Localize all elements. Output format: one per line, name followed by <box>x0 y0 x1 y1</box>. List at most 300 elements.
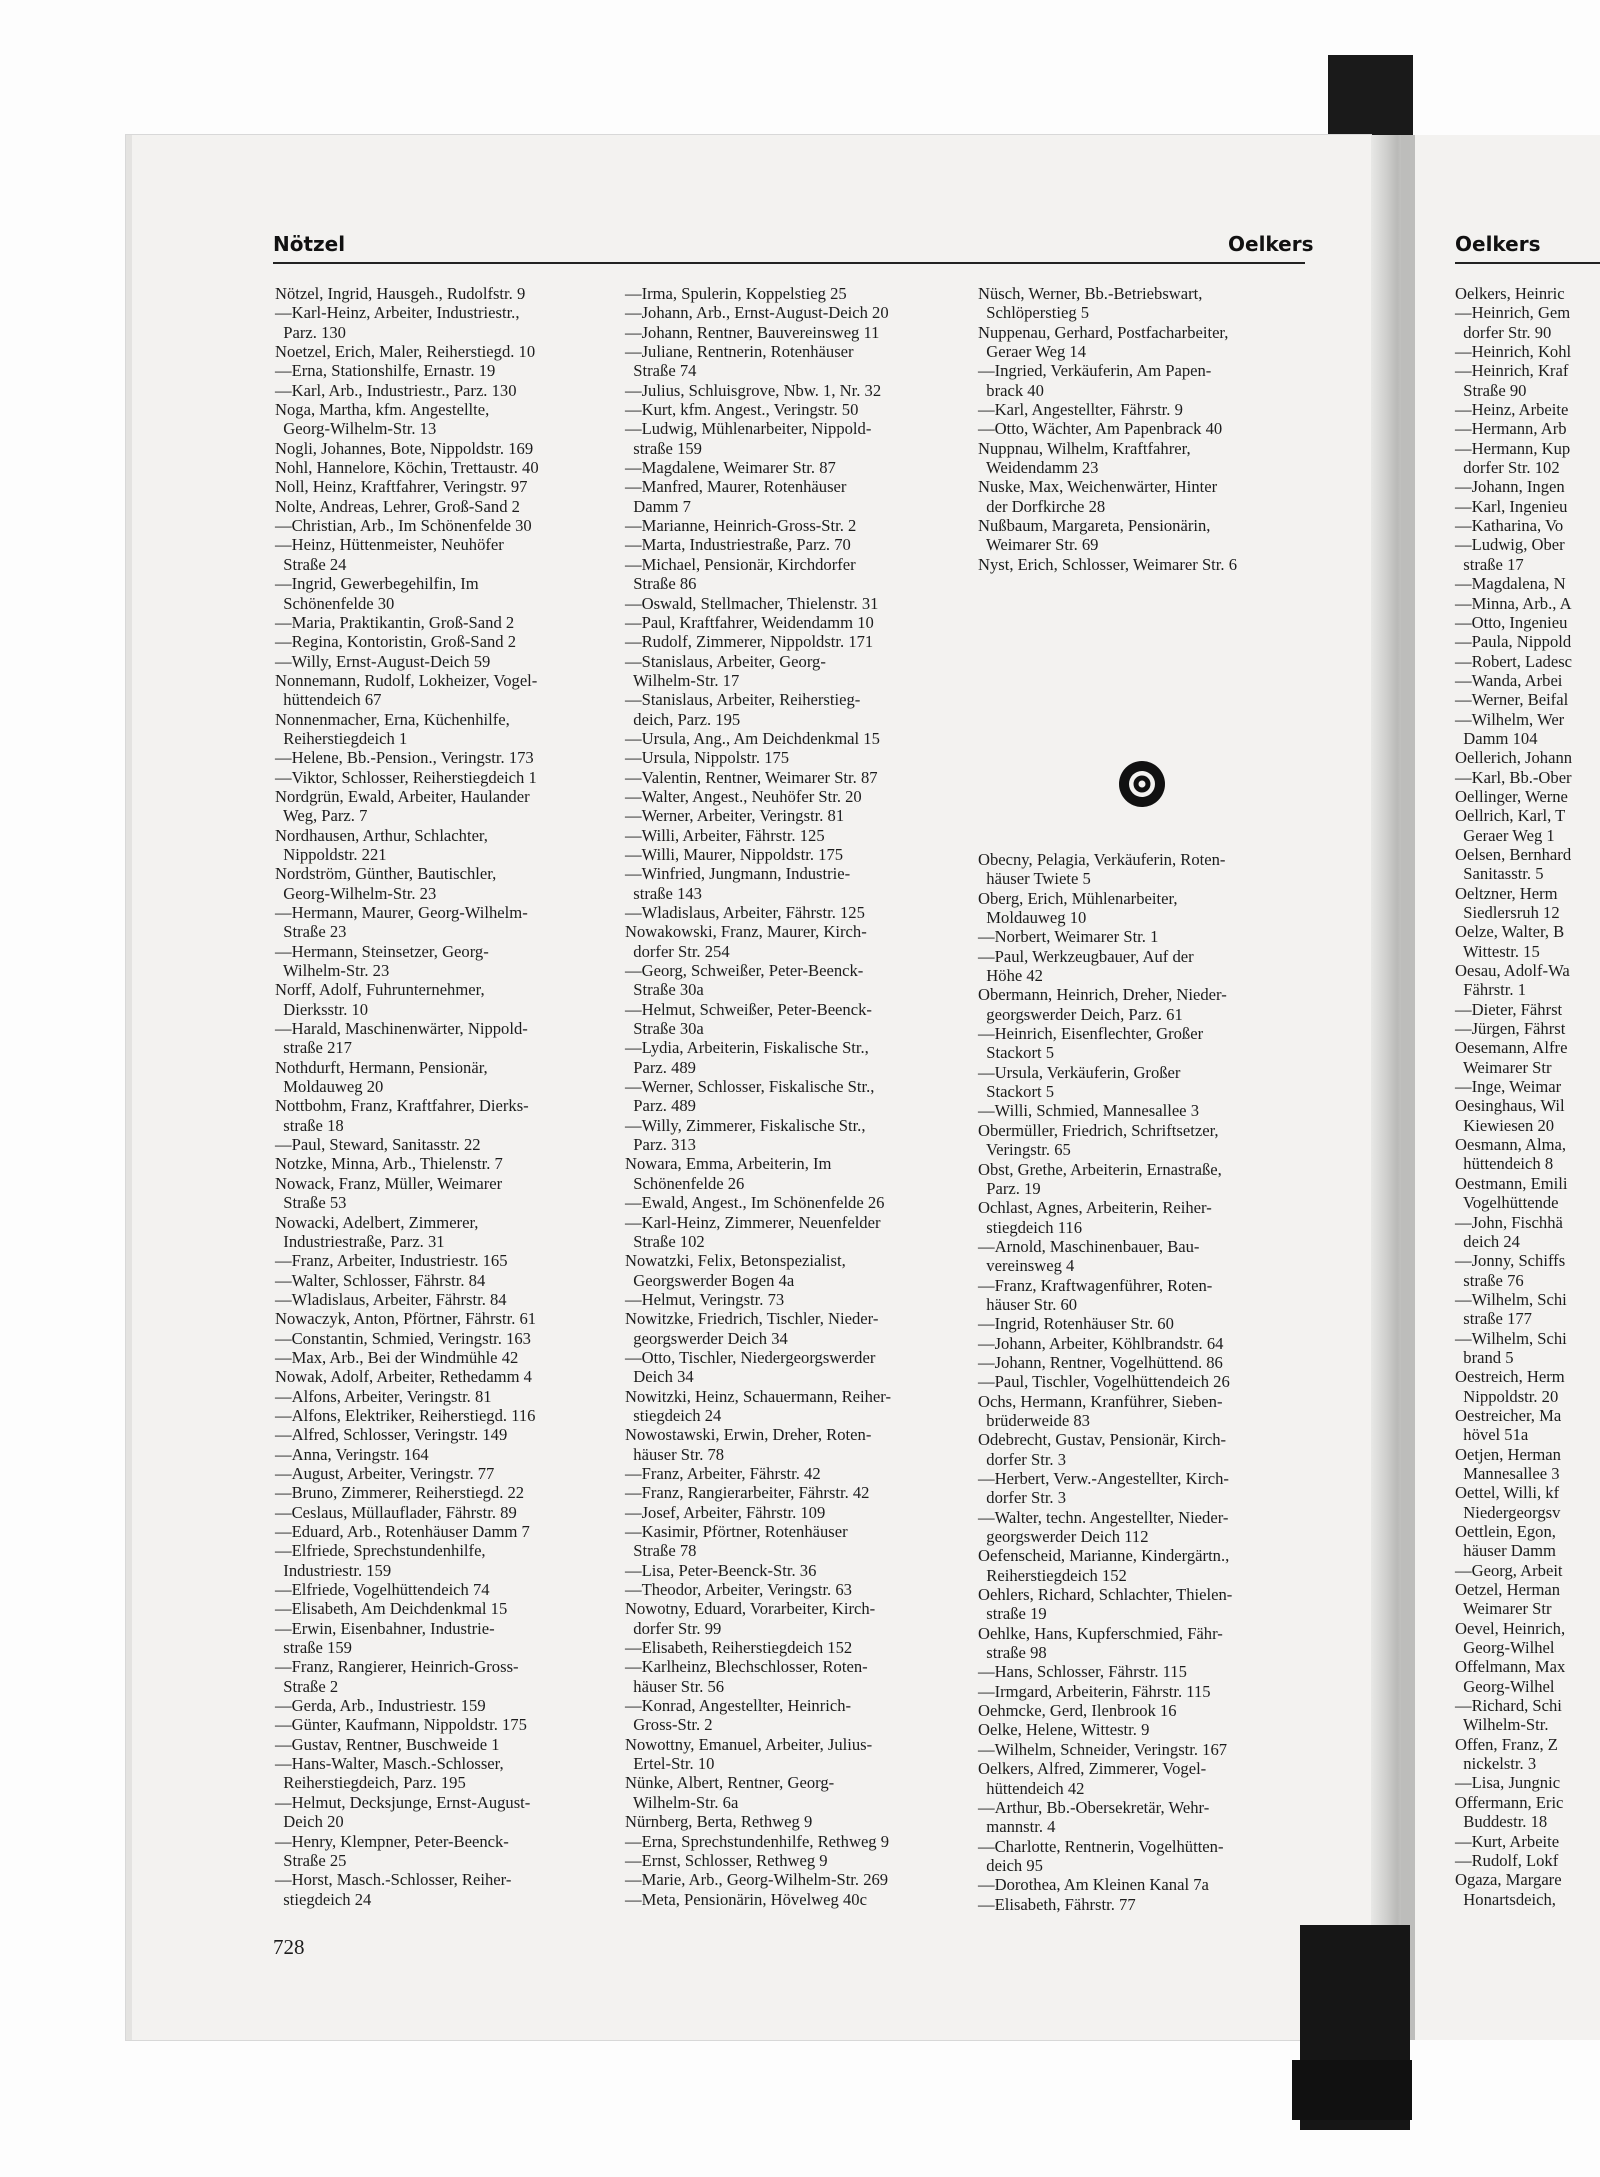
directory-entry-line: hüttendeich 8 <box>1455 1154 1554 1174</box>
directory-entry-line: —Anna, Veringstr. 164 <box>275 1444 429 1464</box>
directory-entry-line: Moldauweg 10 <box>978 908 1087 928</box>
directory-entry-line: Niedergeorgsv <box>1455 1502 1561 1522</box>
directory-entry-line: —Willy, Zimmerer, Fiskalische Str., <box>625 1115 866 1135</box>
directory-entry-line: —Ernst, Schlosser, Rethweg 9 <box>625 1850 828 1870</box>
directory-entry-line: Nowostawski, Erwin, Dreher, Roten- <box>625 1425 872 1445</box>
directory-entry-line: häuser Str. 60 <box>978 1294 1078 1314</box>
directory-entry-line: Nuske, Max, Weichenwärter, Hinter <box>978 477 1218 497</box>
directory-entry-line: —Oswald, Stellmacher, Thielenstr. 31 <box>625 593 879 613</box>
directory-entry-line: Oefenscheid, Marianne, Kindergärtn., <box>978 1546 1230 1566</box>
directory-entry-line: Nordgrün, Ewald, Arbeiter, Haulander <box>275 786 530 806</box>
directory-entry-line: Oehlke, Hans, Kupferschmied, Fähr- <box>978 1623 1223 1643</box>
directory-entry-line: Reiherstiegdeich, Parz. 195 <box>275 1773 466 1793</box>
directory-entry-line: —Heinrich, Gem <box>1455 303 1571 323</box>
directory-entry-line: Straße 86 <box>625 574 697 594</box>
directory-entry-line: Stackort 5 <box>978 1082 1055 1102</box>
directory-entry-line: —Werner, Beifal <box>1455 690 1569 710</box>
gutter-shadow <box>1401 135 1415 2040</box>
directory-entry-line: —Wanda, Arbei <box>1455 670 1563 690</box>
directory-column-1 <box>275 284 605 1909</box>
directory-entry-line: —Walter, Schlosser, Fährstr. 84 <box>275 1270 486 1290</box>
directory-entry-line: Vogelhüttende <box>1455 1193 1559 1213</box>
directory-entry-line: —Winfried, Jungmann, Industrie- <box>625 864 851 884</box>
directory-entry-line: —Willi, Arbeiter, Fährstr. 125 <box>625 825 825 845</box>
directory-entry-line: der Dorfkirche 28 <box>978 496 1106 516</box>
directory-entry-line: Nothdurft, Hermann, Pensionär, <box>275 1057 488 1077</box>
directory-entry-line: Weimarer Str <box>1455 1599 1552 1619</box>
directory-entry-line: —Georg, Schweißer, Peter-Beenck- <box>625 961 864 981</box>
directory-entry-line: —Lisa, Jungnic <box>1455 1773 1561 1793</box>
directory-entry-line: Straße 102 <box>625 1231 705 1251</box>
directory-entry-line: deich, Parz. 195 <box>625 709 741 729</box>
directory-entry-line: Nogli, Johannes, Bote, Nippoldstr. 169 <box>275 438 534 458</box>
directory-entry-line: —Konrad, Angestellter, Heinrich- <box>625 1696 852 1716</box>
directory-entry-line: —Minna, Arb., A <box>1455 593 1572 613</box>
directory-entry-line: deich 95 <box>978 1855 1043 1875</box>
directory-entry-line: —Marianne, Heinrich-Gross-Str. 2 <box>625 516 857 536</box>
directory-entry-line: —Johann, Rentner, Vogelhüttend. 86 <box>978 1352 1223 1372</box>
directory-entry-line: Noll, Heinz, Kraftfahrer, Veringstr. 97 <box>275 477 528 497</box>
directory-entry-line: —Rudolf, Zimmerer, Nippoldstr. 171 <box>625 632 874 652</box>
directory-entry-line: Straße 78 <box>625 1541 697 1561</box>
directory-entry-line: Parz. 489 <box>625 1096 696 1116</box>
directory-entry-line: —Helmut, Schweißer, Peter-Beenck- <box>625 999 872 1019</box>
directory-entry-line: Wilhelm-Str. 6a <box>625 1792 739 1812</box>
directory-entry-line: hüttendeich 42 <box>978 1778 1085 1798</box>
directory-entry-line: —Franz, Arbeiter, Industriestr. 165 <box>275 1251 508 1271</box>
directory-entry-line: —Magdalena, N <box>1455 574 1566 594</box>
directory-entry-line: —Heinz, Arbeite <box>1455 400 1569 420</box>
directory-entry-line: —Norbert, Weimarer Str. 1 <box>978 927 1159 947</box>
directory-entry-line: Oellerich, Johann <box>1455 748 1573 768</box>
directory-entry-line: nickelstr. 3 <box>1455 1754 1537 1774</box>
directory-entry-line: —Hermann, Steinsetzer, Georg- <box>275 941 489 961</box>
directory-entry-line: stiegdeich 116 <box>978 1217 1082 1237</box>
directory-entry-line: Obermüller, Friedrich, Schriftsetzer, <box>978 1120 1219 1140</box>
directory-entry-line: —Lisa, Peter-Beenck-Str. 36 <box>625 1560 817 1580</box>
directory-entry-line: Oesemann, Alfre <box>1455 1038 1568 1058</box>
directory-entry-line: Offen, Franz, Z <box>1455 1734 1558 1754</box>
directory-entry-line: —Kurt, kfm. Angest., Veringstr. 50 <box>625 400 859 420</box>
directory-entry-line: —Alfred, Schlosser, Veringstr. 149 <box>275 1425 508 1445</box>
directory-entry-line: Weimarer Str <box>1455 1057 1552 1077</box>
directory-entry-line: —Manfred, Maurer, Rotenhäuser <box>625 477 847 497</box>
directory-entry-line: —Johann, Arbeiter, Köhlbrandstr. 64 <box>978 1333 1224 1353</box>
directory-entry-line: Nowaczyk, Anton, Pförtner, Fährstr. 61 <box>275 1309 537 1329</box>
directory-entry-line: Noetzel, Erich, Maler, Reiherstiegd. 10 <box>275 342 536 362</box>
directory-entry-line: —Constantin, Schmied, Veringstr. 163 <box>275 1328 531 1348</box>
directory-entry-line: Oehlers, Richard, Schlachter, Thielen- <box>978 1585 1233 1605</box>
directory-entry-line: Straße 25 <box>275 1850 347 1870</box>
directory-entry-line: —Paul, Tischler, Vogelhüttendeich 26 <box>978 1372 1230 1392</box>
directory-entry-line: mannstr. 4 <box>978 1817 1056 1837</box>
directory-entry-line: Oestreicher, Ma <box>1455 1405 1562 1425</box>
directory-entry-line: Oelkers, Alfred, Zimmerer, Vogel- <box>978 1759 1207 1779</box>
directory-entry-line: —Elisabeth, Reiherstiegdeich 152 <box>625 1638 853 1658</box>
directory-entry-line: —Wilhelm, Wer <box>1455 709 1565 729</box>
directory-entry-line: Nowack, Franz, Müller, Weimarer <box>275 1173 503 1193</box>
directory-entry-line: —Karlheinz, Blechschlosser, Roten- <box>625 1657 868 1677</box>
directory-entry-line: —Magdalene, Weimarer Str. 87 <box>625 458 836 478</box>
directory-entry-line: Nüsch, Werner, Bb.-Betriebswart, <box>978 284 1203 303</box>
directory-entry-line: Gross-Str. 2 <box>625 1715 713 1735</box>
directory-entry-line: Weimarer Str. 69 <box>978 535 1099 555</box>
directory-entry-line: Oesinghaus, Wil <box>1455 1096 1565 1116</box>
directory-entry-line: Oelze, Walter, B <box>1455 922 1565 942</box>
directory-entry-line: dorfer Str. 254 <box>625 941 730 961</box>
directory-entry-line: Sanitasstr. 5 <box>1455 864 1544 884</box>
directory-entry-line: dorfer Str. 90 <box>1455 322 1552 342</box>
directory-entry-line: georgswerder Deich 34 <box>625 1328 788 1348</box>
directory-entry-line: straße 76 <box>1455 1270 1524 1290</box>
directory-entry-line: Schönenfelde 26 <box>625 1173 745 1193</box>
directory-entry-line: —Richard, Schi <box>1455 1696 1562 1716</box>
directory-entry-line: —Gerda, Arb., Industriestr. 159 <box>275 1696 486 1716</box>
directory-entry-line: —Arthur, Bb.-Obersekretär, Wehr- <box>978 1797 1210 1817</box>
directory-entry-line: Straße 23 <box>275 922 347 942</box>
directory-entry-line: —Ursula, Verkäuferin, Großer <box>978 1062 1181 1082</box>
directory-entry-line: Oesau, Adolf-Wa <box>1455 961 1570 981</box>
directory-entry-line: —John, Fischhä <box>1455 1212 1563 1232</box>
header-rule <box>273 262 1305 264</box>
directory-entry-line: —Jonny, Schiffs <box>1455 1251 1566 1271</box>
directory-entry-line: —Horst, Masch.-Schlosser, Reiher- <box>275 1870 512 1890</box>
directory-entry-line: Straße 30a <box>625 1019 704 1039</box>
directory-entry-line: Oetjen, Herman <box>1455 1444 1561 1464</box>
page-edge <box>126 135 132 2040</box>
directory-entry-line: Nonnemann, Rudolf, Lokheizer, Vogel- <box>275 670 538 690</box>
directory-entry-line: Nowottny, Emanuel, Arbeiter, Julius- <box>625 1734 873 1754</box>
directory-entry-line: Nordström, Günther, Bautischler, <box>275 864 497 884</box>
directory-entry-line: Oettlein, Egon, <box>1455 1522 1556 1541</box>
directory-entry-line: Straße 2 <box>275 1676 339 1696</box>
directory-entry-line: —Paula, Nippold <box>1455 632 1572 652</box>
page-number: 728 <box>273 1935 305 1959</box>
running-header-left: Nötzel <box>273 232 346 256</box>
directory-entry-line: Oestreich, Herm <box>1455 1367 1565 1387</box>
directory-entry-line: Nünke, Albert, Rentner, Georg- <box>625 1773 835 1793</box>
directory-entry-line: —Stanislaus, Arbeiter, Georg- <box>625 651 826 671</box>
directory-entry-line: Mannesallee 3 <box>1455 1463 1560 1483</box>
directory-entry-line: Reiherstiegdeich 152 <box>978 1565 1127 1585</box>
directory-entry-line: —Erwin, Eisenbahner, Industrie- <box>275 1618 495 1638</box>
directory-entry-line: —Elisabeth, Fährstr. 77 <box>978 1894 1136 1914</box>
directory-entry-line: —Heinrich, Kraf <box>1455 361 1569 381</box>
directory-entry-line: Buddestr. 18 <box>1455 1812 1548 1832</box>
directory-entry-line: georgswerder Deich, Parz. 61 <box>978 1004 1183 1024</box>
directory-entry-line: —Wilhelm, Schi <box>1455 1328 1567 1348</box>
directory-entry-line: —Hans, Schlosser, Fährstr. 115 <box>978 1662 1187 1682</box>
directory-entry-line: —Regina, Kontoristin, Groß-Sand 2 <box>275 632 517 652</box>
directory-entry-line: Wittestr. 15 <box>1455 941 1540 961</box>
directory-entry-line: Georg-Wilhelm-Str. 23 <box>275 883 437 903</box>
directory-entry-line: —Franz, Rangierer, Heinrich-Gross- <box>275 1657 519 1677</box>
directory-entry-line: —Ludwig, Mühlenarbeiter, Nippold- <box>625 419 872 439</box>
directory-entry-line: Weidendamm 23 <box>978 458 1099 478</box>
directory-entry-line: Straße 24 <box>275 554 347 574</box>
directory-entry-line: georgswerder Deich 112 <box>978 1527 1149 1547</box>
directory-entry-line: Parz. 313 <box>625 1135 696 1155</box>
directory-entry-line: Industriestr. 159 <box>275 1560 392 1580</box>
directory-entry-line: Veringstr. 65 <box>978 1140 1071 1160</box>
directory-entry-line: —Paul, Steward, Sanitasstr. 22 <box>275 1135 481 1155</box>
directory-entry-line: Nolte, Andreas, Lehrer, Groß-Sand 2 <box>275 496 520 516</box>
directory-entry-line: Parz. 130 <box>275 322 346 342</box>
directory-entry-line: —Arnold, Maschinenbauer, Bau- <box>978 1236 1200 1256</box>
directory-entry-line: brand 5 <box>1455 1347 1514 1367</box>
directory-entry-line: —Karl, Angestellter, Fährstr. 9 <box>978 400 1183 420</box>
directory-entry-line: Oeltzner, Herm <box>1455 883 1558 903</box>
directory-entry-line: häuser Twiete 5 <box>978 869 1091 889</box>
directory-entry-line: —Viktor, Schlosser, Reiherstiegdeich 1 <box>275 767 537 787</box>
directory-entry-line: —Willi, Maurer, Nippoldstr. 175 <box>625 844 844 864</box>
directory-entry-line: Schlöperstieg 5 <box>978 303 1090 323</box>
directory-entry-line: straße 98 <box>978 1643 1047 1663</box>
directory-entry-line: Schönenfelde 30 <box>275 593 395 613</box>
directory-entry-line: Nowitzke, Friedrich, Tischler, Nieder- <box>625 1309 879 1329</box>
directory-entry-line: —Günter, Kaufmann, Nippoldstr. 175 <box>275 1715 527 1735</box>
directory-entry-line: dorfer Str. 102 <box>1455 458 1560 478</box>
directory-entry-line: Ogaza, Margare <box>1455 1870 1562 1890</box>
directory-entry-line: straße 217 <box>275 1038 352 1058</box>
directory-entry-line: straße 159 <box>275 1638 352 1658</box>
directory-entry-line: —Heinrich, Eisenflechter, Großer <box>978 1024 1204 1044</box>
directory-column-2 <box>625 284 955 1909</box>
directory-entry-line: Obst, Grethe, Arbeiterin, Ernastraße, <box>978 1159 1222 1179</box>
directory-entry-line: Wilhelm-Str. 23 <box>275 961 390 981</box>
directory-entry-line: —Jürgen, Fährst <box>1455 1019 1566 1039</box>
directory-entry-line: straße 143 <box>625 883 702 903</box>
running-header-right: Oelkers <box>1228 232 1314 256</box>
directory-entry-line: —Henry, Klempner, Peter-Beenck- <box>275 1831 509 1851</box>
directory-entry-line: Norff, Adolf, Fuhrunternehmer, <box>275 980 485 1000</box>
directory-entry-line: Nürnberg, Berta, Rethweg 9 <box>625 1812 813 1832</box>
directory-entry-line: —Ceslaus, Müllauflader, Fährstr. 89 <box>275 1502 517 1522</box>
directory-entry-line: Nowatzki, Felix, Betonspezialist, <box>625 1251 846 1271</box>
next-page-header-rule <box>1455 262 1600 264</box>
directory-entry-line: —Stanislaus, Arbeiter, Reiherstieg- <box>625 690 861 710</box>
directory-entry-line: Offelmann, Max <box>1455 1657 1566 1677</box>
directory-entry-line: Nohl, Hannelore, Köchin, Trettaustr. 40 <box>275 458 539 478</box>
directory-entry-line: —Julius, Schluisgrove, Nbw. 1, Nr. 32 <box>625 380 882 400</box>
directory-entry-line: —Hermann, Kup <box>1455 438 1571 458</box>
directory-entry-line: —Otto, Wächter, Am Papenbrack 40 <box>978 419 1223 439</box>
directory-entry-line: —Bruno, Zimmerer, Reiherstiegd. 22 <box>275 1483 525 1503</box>
directory-entry-line: Siedlersruh 12 <box>1455 903 1560 922</box>
directory-entry-line: Parz. 19 <box>978 1178 1041 1198</box>
directory-entry-line: —Karl, Arb., Industriestr., Parz. 130 <box>275 380 517 400</box>
next-page-header: Oelkers <box>1455 232 1541 256</box>
directory-entry-line: Oberg, Erich, Mühlenarbeiter, <box>978 888 1178 908</box>
directory-entry-line: Oelsen, Bernhard <box>1455 844 1572 864</box>
directory-entry-line: —Dieter, Fährst <box>1455 999 1563 1019</box>
directory-entry-line: Oelkers, Heinric <box>1455 284 1565 303</box>
directory-entry-line: Obermann, Heinrich, Dreher, Nieder- <box>978 985 1227 1005</box>
directory-entry-line: —Helmut, Decksjunge, Ernst-August- <box>275 1792 531 1812</box>
directory-entry-line: Nippoldstr. 20 <box>1455 1386 1559 1406</box>
directory-entry-line: —Wilhelm, Schi <box>1455 1289 1567 1309</box>
directory-entry-line: —Ludwig, Ober <box>1455 535 1565 555</box>
directory-entry-line: —Elfriede, Sprechstundenhilfe, <box>275 1541 486 1561</box>
directory-entry-line: —Heinrich, Kohl <box>1455 342 1572 362</box>
directory-entry-line: Oestmann, Emili <box>1455 1173 1568 1193</box>
directory-entry-line: —Katharina, Vo <box>1455 516 1564 536</box>
directory-entry-line: —Hans-Walter, Masch.-Schlosser, <box>275 1754 504 1774</box>
directory-entry-line: —Wladislaus, Arbeiter, Fährstr. 125 <box>625 903 865 922</box>
directory-entry-line: Nuppnau, Wilhelm, Kraftfahrer, <box>978 438 1191 458</box>
directory-entry-line: stiegdeich 24 <box>275 1889 372 1909</box>
directory-entry-line: Oelke, Helene, Wittestr. 9 <box>978 1720 1150 1740</box>
directory-entry-line: —Harald, Maschinenwärter, Nippold- <box>275 1019 528 1039</box>
directory-entry-line: —Paul, Werkzeugbauer, Auf der <box>978 946 1194 966</box>
directory-entry-line: —Karl, Bb.-Ober <box>1455 767 1572 787</box>
directory-entry-line: häuser Str. 78 <box>625 1444 725 1464</box>
directory-entry-line: hüttendeich 67 <box>275 690 382 710</box>
directory-entry-line: deich 24 <box>1455 1231 1520 1251</box>
directory-entry-line: Nowacki, Adelbert, Zimmerer, <box>275 1212 479 1232</box>
directory-entry-line: straße 18 <box>275 1115 344 1135</box>
directory-entry-line: —Kasimir, Pförtner, Rotenhäuser <box>625 1522 848 1541</box>
directory-entry-line: brüderweide 83 <box>978 1410 1090 1430</box>
directory-entry-line: Ochlast, Agnes, Arbeiterin, Reiher- <box>978 1198 1212 1218</box>
directory-entry-line: —Marie, Arb., Georg-Wilhelm-Str. 269 <box>625 1870 889 1890</box>
directory-entry-line: —Heinz, Hüttenmeister, Neuhöfer <box>275 535 504 555</box>
directory-entry-line: —Lydia, Arbeiterin, Fiskalische Str., <box>625 1038 869 1058</box>
directory-entry-line: —Franz, Arbeiter, Fährstr. 42 <box>625 1463 821 1483</box>
directory-entry-line: —Josef, Arbeiter, Fährstr. 109 <box>625 1502 826 1522</box>
directory-entry-line: —Ingrid, Gewerbegehilfin, Im <box>275 574 479 594</box>
directory-entry-line: Nonnenmacher, Erna, Küchenhilfe, <box>275 709 510 729</box>
directory-entry-line: —Inge, Weimar <box>1455 1077 1562 1097</box>
directory-entry-line: —Irma, Spulerin, Koppelstieg 25 <box>625 284 847 303</box>
directory-entry-line: —Elisabeth, Am Deichdenkmal 15 <box>275 1599 508 1619</box>
directory-entry-line: straße 19 <box>978 1604 1047 1624</box>
directory-entry-line: Oetzel, Herman <box>1455 1580 1561 1600</box>
directory-entry-line: —Alfons, Elektriker, Reiherstiegd. 116 <box>275 1405 536 1425</box>
directory-entry-line: hövel 51a <box>1455 1425 1529 1445</box>
section-letter-o-icon <box>1116 758 1168 815</box>
directory-entry-line: —Hermann, Arb <box>1455 419 1567 439</box>
directory-entry-line: Deich 20 <box>275 1812 344 1832</box>
directory-entry-line: Damm 7 <box>625 496 691 516</box>
directory-entry-line: —Johann, Ingen <box>1455 477 1565 497</box>
directory-entry-line: Nowara, Emma, Arbeiterin, Im <box>625 1154 832 1174</box>
directory-entry-line: —Ursula, Nippolstr. 175 <box>625 748 790 768</box>
directory-entry-line: —Irmgard, Arbeiterin, Fährstr. 115 <box>978 1681 1211 1701</box>
directory-entry-line: Oellrich, Karl, T <box>1455 806 1566 826</box>
directory-entry-line: Kiewiesen 20 <box>1455 1115 1555 1135</box>
directory-entry-line: —Wladislaus, Arbeiter, Fährstr. 84 <box>275 1289 507 1309</box>
directory-entry-line: Nippoldstr. 221 <box>275 844 387 864</box>
directory-entry-line: Wilhelm-Str. 17 <box>625 670 740 690</box>
directory-entry-line: Nyst, Erich, Schlosser, Weimarer Str. 6 <box>978 554 1238 574</box>
directory-entry-line: Honartsdeich, <box>1455 1889 1556 1909</box>
directory-column-next-page <box>1455 284 1600 1909</box>
directory-entry-line: —Erna, Sprechstundenhilfe, Rethweg 9 <box>625 1831 890 1851</box>
directory-entry-line: Nowitzki, Heinz, Schauermann, Reiher- <box>625 1386 892 1406</box>
directory-entry-line: —Franz, Kraftwagenführer, Roten- <box>978 1275 1213 1295</box>
directory-entry-line: —Eduard, Arb., Rotenhäuser Damm 7 <box>275 1522 530 1541</box>
directory-entry-line: —Marta, Industriestraße, Parz. 70 <box>625 535 851 555</box>
directory-entry-line: Nowotny, Eduard, Vorarbeiter, Kirch- <box>625 1599 876 1619</box>
directory-entry-line: straße 177 <box>1455 1309 1532 1329</box>
directory-entry-line: —Willi, Schmied, Mannesallee 3 <box>978 1101 1199 1121</box>
directory-entry-line: —Helene, Bb.-Pension., Veringstr. 173 <box>275 748 534 768</box>
directory-entry-line: —Willy, Ernst-August-Deich 59 <box>275 651 491 671</box>
directory-entry-line: stiegdeich 24 <box>625 1405 722 1425</box>
directory-entry-line: Weg, Parz. 7 <box>275 806 368 826</box>
directory-entry-line: dorfer Str. 99 <box>625 1618 722 1638</box>
directory-entry-line: Ertel-Str. 10 <box>625 1754 715 1774</box>
directory-entry-line: —Franz, Rangierarbeiter, Fährstr. 42 <box>625 1483 870 1503</box>
directory-entry-line: Geraer Weg 14 <box>978 342 1087 362</box>
directory-entry-line: Offermann, Eric <box>1455 1792 1564 1812</box>
directory-entry-line: —Max, Arb., Bei der Windmühle 42 <box>275 1347 519 1367</box>
directory-entry-line: —Elfriede, Vogelhüttendeich 74 <box>275 1580 490 1600</box>
directory-entry-line: —Theodor, Arbeiter, Veringstr. 63 <box>625 1580 852 1600</box>
directory-entry-line: Dierksstr. 10 <box>275 999 369 1019</box>
directory-entry-line: —Robert, Ladesc <box>1455 651 1573 671</box>
directory-entry-line: Oellinger, Werne <box>1455 786 1568 806</box>
directory-entry-line: —Werner, Schlosser, Fiskalische Str., <box>625 1077 875 1097</box>
directory-entry-line: —Wilhelm, Schneider, Veringstr. 167 <box>978 1739 1228 1759</box>
directory-entry-line: Georg-Wilhelm-Str. 13 <box>275 419 437 439</box>
directory-entry-line: Moldauweg 20 <box>275 1077 384 1097</box>
directory-entry-line: Industriestraße, Parz. 31 <box>275 1231 445 1251</box>
directory-entry-line: —Georg, Arbeit <box>1455 1560 1563 1580</box>
directory-entry-line: Oesmann, Alma, <box>1455 1135 1567 1155</box>
directory-entry-line: —Alfons, Arbeiter, Veringstr. 81 <box>275 1386 492 1406</box>
directory-entry-line: —Dorothea, Am Kleinen Kanal 7a <box>978 1875 1209 1895</box>
directory-entry-line: —Otto, Ingenieu <box>1455 612 1568 632</box>
directory-entry-line: —Herbert, Verw.-Angestellter, Kirch- <box>978 1469 1229 1488</box>
directory-entry-line: —Maria, Praktikantin, Groß-Sand 2 <box>275 612 515 632</box>
directory-entry-line: —Erna, Stationshilfe, Ernastr. 19 <box>275 361 496 381</box>
directory-entry-line: —Charlotte, Rentnerin, Vogelhütten- <box>978 1836 1224 1856</box>
directory-entry-line: dorfer Str. 3 <box>978 1488 1067 1508</box>
directory-entry-line: —Otto, Tischler, Niedergeorgswerder <box>625 1347 876 1367</box>
directory-entry-line: —Kurt, Arbeite <box>1455 1831 1560 1851</box>
directory-entry-line: Parz. 489 <box>625 1057 696 1077</box>
directory-column-3 <box>978 284 1308 574</box>
directory-entry-line: Georg-Wilhel <box>1455 1676 1555 1696</box>
directory-entry-line: Nowak, Adolf, Arbeiter, Rethedamm 4 <box>275 1367 532 1387</box>
directory-entry-line: —Helmut, Veringstr. 73 <box>625 1289 785 1309</box>
directory-entry-line: Nordhausen, Arthur, Schlachter, <box>275 825 488 845</box>
directory-entry-line: Straße 74 <box>625 361 697 381</box>
directory-entry-line: —Michael, Pensionär, Kirchdorfer <box>625 554 856 574</box>
directory-entry-line: Nuppenau, Gerhard, Postfacharbeiter, <box>978 322 1229 342</box>
book-spine-bottom-shadow-lower <box>1292 2060 1412 2120</box>
directory-entry-line: —Karl, Ingenieu <box>1455 496 1568 516</box>
directory-entry-line: Reiherstiegdeich 1 <box>275 728 408 748</box>
directory-entry-line: —Karl-Heinz, Zimmerer, Neuenfelder <box>625 1212 881 1232</box>
directory-entry-line: Nottbohm, Franz, Kraftfahrer, Dierks- <box>275 1096 529 1116</box>
directory-entry-line: —Johann, Arb., Ernst-August-Deich 20 <box>625 303 889 323</box>
directory-entry-line: Straße 53 <box>275 1193 347 1213</box>
directory-entry-line: häuser Str. 56 <box>625 1676 725 1696</box>
directory-entry-line: —Ingried, Verkäuferin, Am Papen- <box>978 361 1212 381</box>
directory-entry-line: vereinsweg 4 <box>978 1256 1075 1276</box>
directory-entry-line: —Valentin, Rentner, Weimarer Str. 87 <box>625 767 878 787</box>
directory-entry-line: Höhe 42 <box>978 966 1043 986</box>
directory-entry-line: brack 40 <box>978 380 1044 400</box>
directory-entry-line: Odebrecht, Gustav, Pensionär, Kirch- <box>978 1430 1227 1450</box>
directory-entry-line: Fährstr. 1 <box>1455 980 1526 1000</box>
directory-entry-line: —Walter, techn. Angestellter, Nieder- <box>978 1507 1229 1527</box>
directory-entry-line: Ochs, Hermann, Kranführer, Sieben- <box>978 1391 1223 1411</box>
directory-entry-line: Wilhelm-Str. <box>1455 1715 1549 1735</box>
